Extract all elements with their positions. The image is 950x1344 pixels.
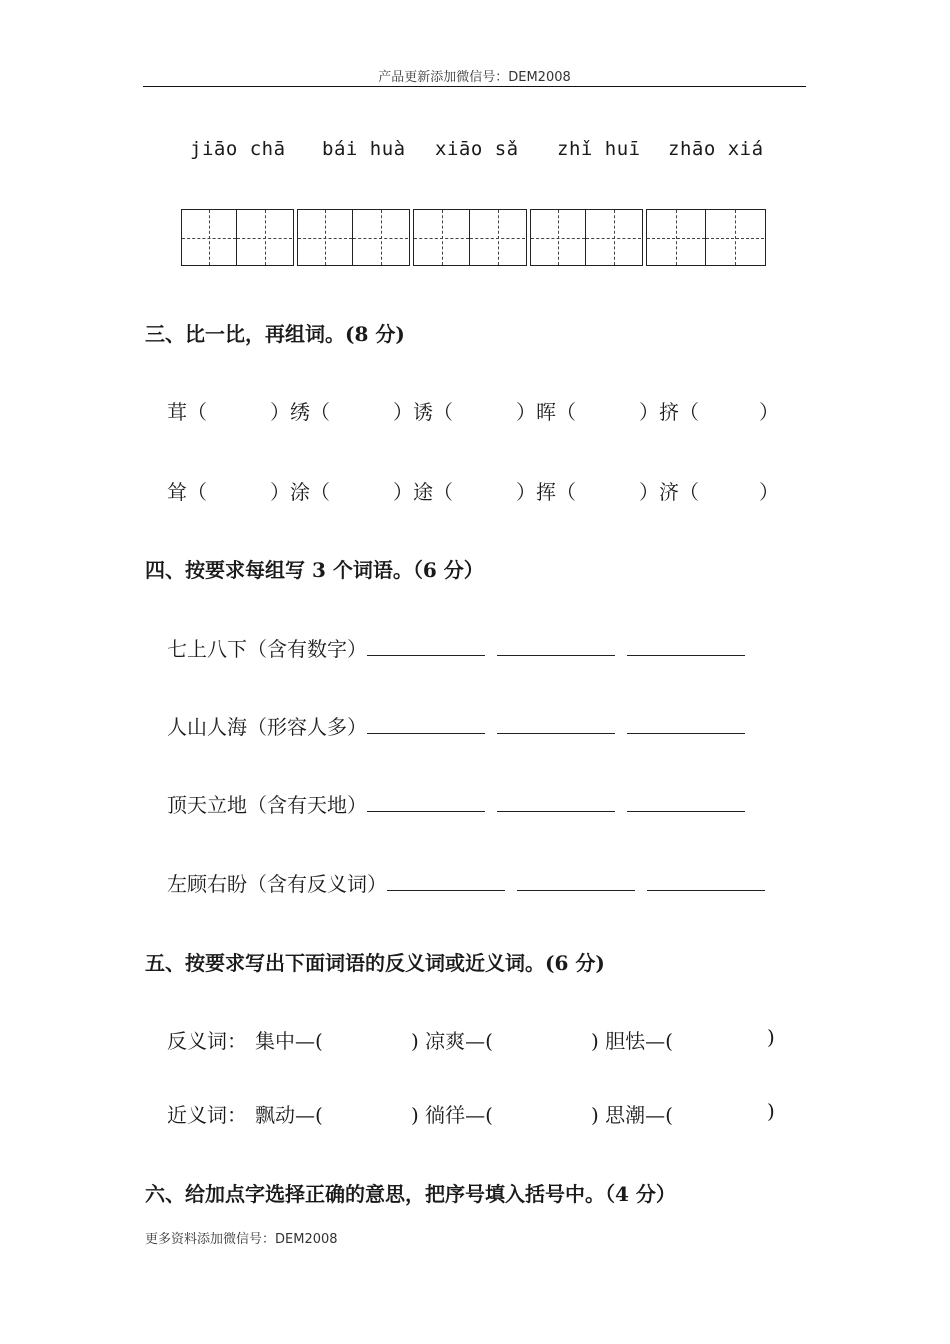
section-3-row-2: [167, 476, 787, 504]
page-footer: 更多资料添加微信号：DEM2008: [145, 1232, 338, 1247]
section-3-row-1: [167, 396, 787, 424]
antonym-item: 集中—(: [255, 1029, 323, 1053]
section-6-title: 六、给加点字选择正确的意思，把序号填入括号中。（4 分）: [145, 1182, 676, 1206]
idiom-row-2: [167, 711, 757, 740]
pinyin-3: xiāo sǎ: [435, 138, 519, 160]
pinyin-4: zhǐ huī: [557, 138, 641, 160]
compare-item: ）挥（: [516, 480, 576, 504]
writing-grid-1[interactable]: [181, 209, 294, 266]
answer-blank[interactable]: [627, 793, 745, 812]
answer-blank[interactable]: [367, 637, 485, 656]
idiom-prompt: 左顾右盼（含有反义词）: [167, 872, 387, 896]
synonym-item: 飘动—(: [255, 1103, 323, 1127]
grid-cell[interactable]: [414, 210, 470, 265]
antonym-item: ) 胆怯—(: [591, 1029, 673, 1053]
section-4-title: 四、按要求每组写 3 个词语。（6 分）: [145, 558, 484, 582]
writing-grid-4[interactable]: [530, 209, 643, 266]
answer-blank[interactable]: [627, 637, 745, 656]
pinyin-2: bái huà: [322, 138, 406, 160]
synonym-item: ): [767, 1099, 775, 1123]
writing-grid-3[interactable]: [413, 209, 527, 266]
pinyin-1: jiāo chā: [190, 138, 286, 160]
antonym-row: [167, 1025, 787, 1053]
answer-blank[interactable]: [497, 637, 615, 656]
writing-grid-2[interactable]: [297, 209, 410, 266]
header-rule: [143, 86, 806, 87]
answer-blank[interactable]: [497, 793, 615, 812]
synonym-label: 近义词：: [167, 1103, 247, 1127]
compare-item: ）绣（: [270, 400, 330, 424]
answer-blank[interactable]: [367, 715, 485, 734]
section-5-title: 五、按要求写出下面词语的反义词或近义词。(6 分): [145, 951, 605, 975]
compare-item: ）挤（: [639, 400, 699, 424]
compare-item: ）途（: [393, 480, 453, 504]
writing-grid-5[interactable]: [646, 209, 766, 266]
grid-cell[interactable]: [647, 210, 706, 265]
synonym-row: [167, 1099, 787, 1127]
compare-item: ）晖（: [516, 400, 576, 424]
idiom-prompt: 顶天立地（含有天地）: [167, 793, 367, 817]
idiom-row-4: [167, 868, 777, 897]
section-3-title: 三、比一比，再组词。(8 分): [145, 322, 405, 346]
grid-cell[interactable]: [237, 210, 292, 265]
grid-cell[interactable]: [706, 210, 764, 265]
grid-cell[interactable]: [531, 210, 586, 265]
answer-blank[interactable]: [517, 872, 635, 891]
grid-cell[interactable]: [586, 210, 641, 265]
antonym-item: ) 凉爽—(: [411, 1029, 493, 1053]
idiom-prompt: 七上八下（含有数字）: [167, 637, 367, 661]
compare-item: ）: [759, 400, 779, 424]
synonym-item: ) 徜徉—(: [411, 1103, 493, 1127]
pinyin-5: zhāo xiá: [668, 138, 764, 160]
compare-item: 茸（: [167, 400, 207, 424]
compare-item: ）涂（: [270, 480, 330, 504]
idiom-prompt: 人山人海（形容人多）: [167, 715, 367, 739]
compare-item: ）诱（: [393, 400, 453, 424]
antonym-item: ): [767, 1025, 775, 1049]
answer-blank[interactable]: [627, 715, 745, 734]
grid-cell[interactable]: [182, 210, 237, 265]
idiom-row-3: [167, 789, 757, 818]
grid-cell[interactable]: [298, 210, 353, 265]
idiom-row-1: [167, 633, 757, 662]
answer-blank[interactable]: [387, 872, 505, 891]
grid-cell[interactable]: [470, 210, 525, 265]
compare-item: 耸（: [167, 480, 207, 504]
answer-blank[interactable]: [497, 715, 615, 734]
answer-blank[interactable]: [367, 793, 485, 812]
compare-item: ）济（: [639, 480, 699, 504]
antonym-label: 反义词：: [167, 1029, 247, 1053]
synonym-item: ) 思潮—(: [591, 1103, 673, 1127]
answer-blank[interactable]: [647, 872, 765, 891]
compare-item: ）: [759, 480, 779, 504]
page-header: 产品更新添加微信号：DEM2008: [378, 70, 571, 85]
grid-cell[interactable]: [353, 210, 408, 265]
